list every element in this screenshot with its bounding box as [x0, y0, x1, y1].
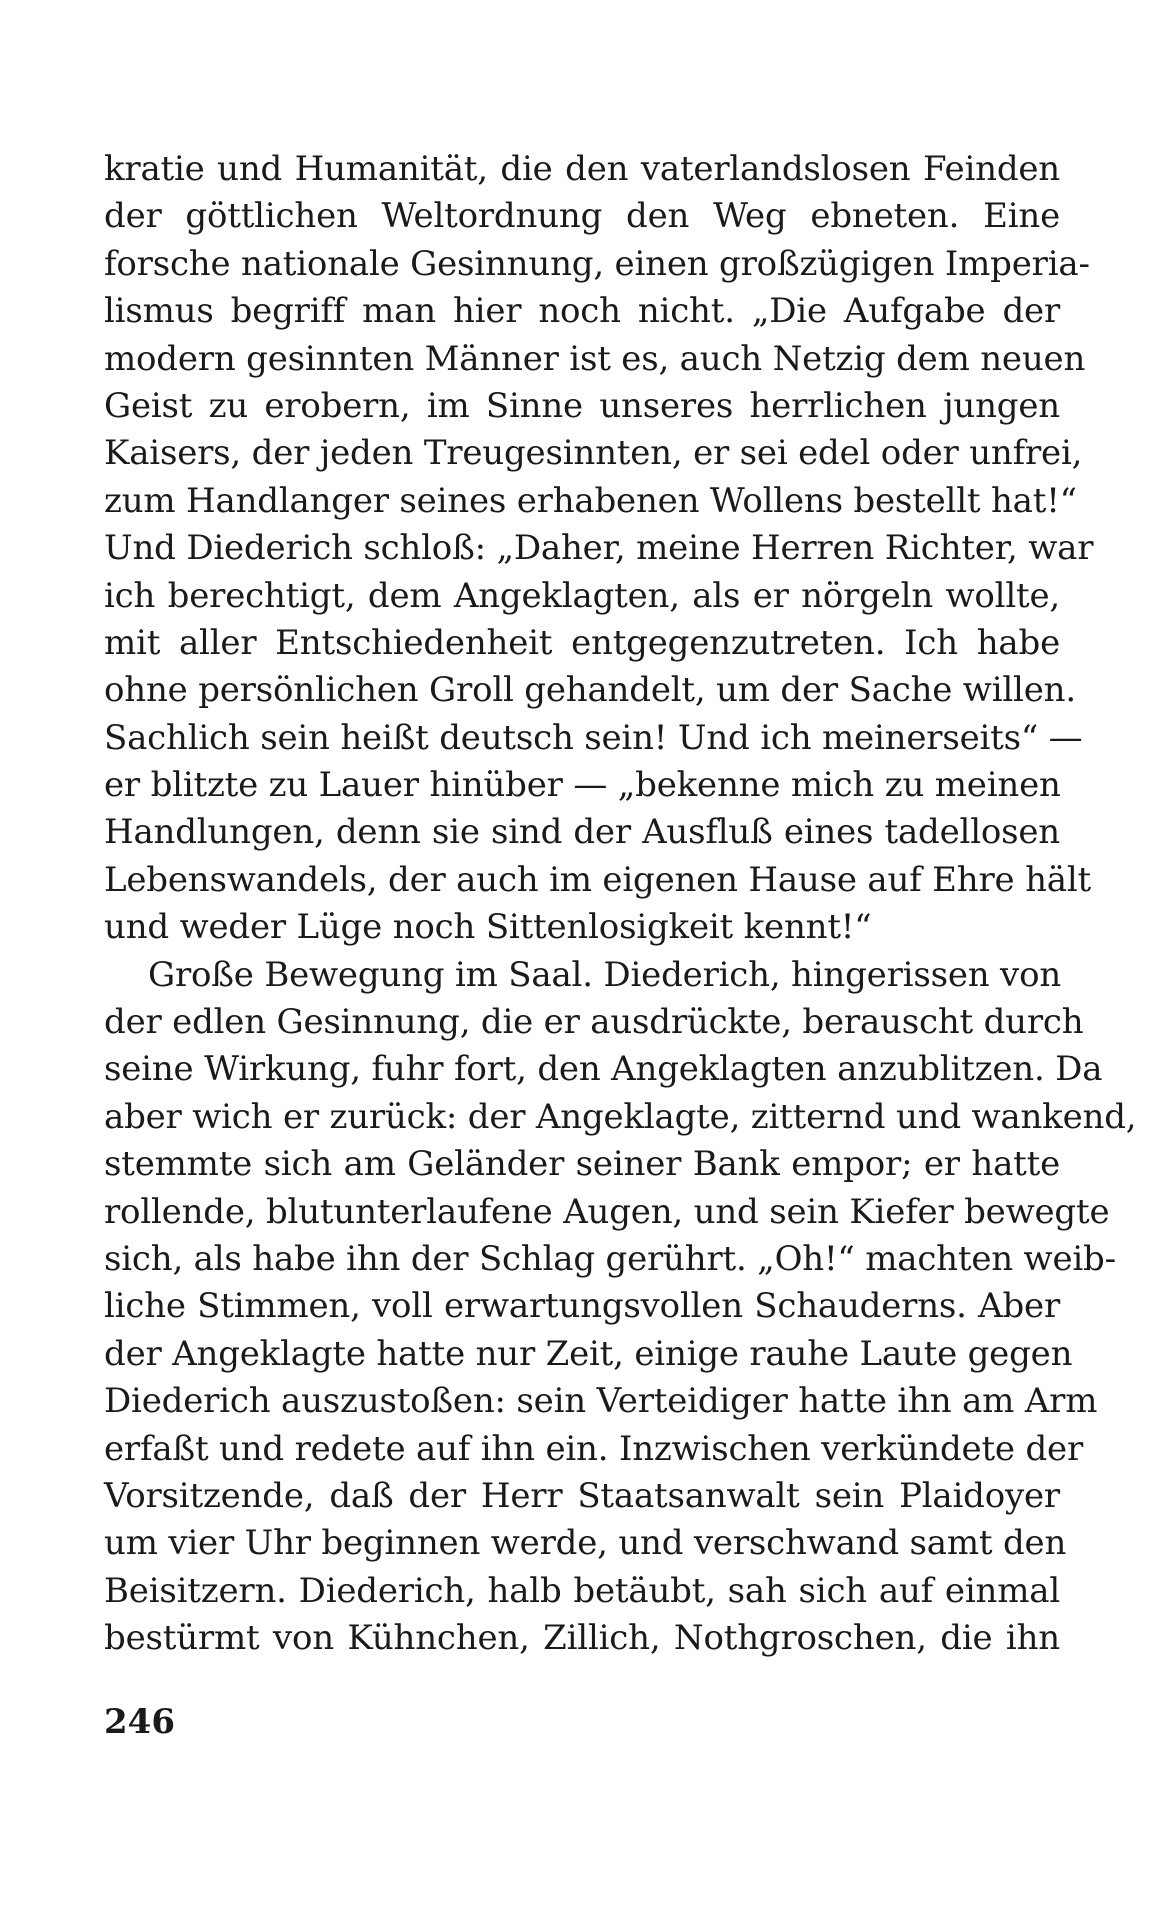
text-line: mit aller Entschiedenheit entgegenzutreten. Ich habe	[104, 622, 1060, 663]
text-line: der göttlichen Weltordnung den Weg ebneten. Eine	[104, 196, 1060, 237]
text-line: Lebenswandels, der auch im eigenen Hause auf Ehre hält	[104, 859, 1091, 900]
text-line: rollende, blutunterlaufene Augen, und sein Kiefer bewegte	[104, 1191, 1110, 1232]
page-number: 246	[104, 1702, 175, 1742]
text-line: bestürmt von Kühnchen, Zillich, Nothgroschen, die ihn	[104, 1618, 1060, 1659]
text-line: um vier Uhr beginnen werde, und verschwand samt den	[104, 1523, 1067, 1564]
text-line: zum Handlanger seines erhabenen Wollens bestellt hat!“	[104, 480, 1077, 521]
text-line: Beisitzern. Diederich, halb betäubt, sah sich auf einmal	[104, 1570, 1060, 1611]
text-line: Kaisers, der jeden Treugesinnten, er sei edel oder unfrei,	[104, 433, 1083, 474]
text-line: liche Stimmen, voll erwartungsvollen Schauderns. Aber	[104, 1286, 1060, 1327]
text-line: stemmte sich am Geländer seiner Bank empor; er hatte	[104, 1144, 1060, 1185]
text-line: modern gesinnten Männer ist es, auch Netzig dem neuen	[104, 338, 1086, 379]
text-line: sich, als habe ihn der Schlag gerührt. „Oh!“ machten weib-	[104, 1238, 1116, 1279]
body-text	[104, 146, 1137, 1663]
text-line: ich berechtigt, dem Angeklagten, als er nörgeln wollte,	[104, 575, 1060, 616]
text-line: Geist zu erobern, im Sinne unseres herrlichen jungen	[104, 385, 1060, 426]
text-line: Diederich auszustoßen: sein Verteidiger hatte ihn am Arm	[104, 1381, 1098, 1422]
text-line: der Angeklagte hatte nur Zeit, einige rauhe Laute gegen	[104, 1333, 1073, 1374]
text-line: und weder Lüge noch Sittenlosigkeit kennt!“	[104, 907, 872, 948]
text-line: Vorsitzende, daß der Herr Staatsanwalt sein Plaidoyer	[104, 1475, 1060, 1516]
text-line: forsche nationale Gesinnung, einen großzügigen Imperia-	[104, 243, 1090, 284]
text-line: erfaßt und redete auf ihn ein. Inzwischen verkündete der	[104, 1428, 1084, 1469]
text-line: Handlungen, denn sie sind der Ausfluß eines tadellosen	[104, 812, 1060, 853]
text-line: ohne persönlichen Groll gehandelt, um der Sache willen.	[104, 670, 1076, 711]
text-line: aber wich er zurück: der Angeklagte, zitternd und wankend,	[104, 1096, 1137, 1137]
text-line: kratie und Humanität, die den vaterlandslosen Feinden	[104, 149, 1060, 189]
text-line: Und Diederich schloß: „Daher, meine Herren Richter, war	[104, 528, 1094, 569]
text-line: lismus begriff man hier noch nicht. „Die Aufgabe der	[104, 291, 1060, 332]
text-line: Sachlich sein heißt deutsch sein! Und ich meinerseits“ —	[104, 717, 1083, 758]
text-line: seine Wirkung, fuhr fort, den Angeklagten anzublitzen. Da	[104, 1049, 1103, 1090]
text-line: der edlen Gesinnung, die er ausdrückte, berauscht durch	[104, 1002, 1084, 1043]
text-line: Große Bewegung im Saal. Diederich, hingerissen von	[148, 954, 1062, 995]
text-line: er blitzte zu Lauer hinüber — „bekenne mich zu meinen	[104, 765, 1061, 806]
